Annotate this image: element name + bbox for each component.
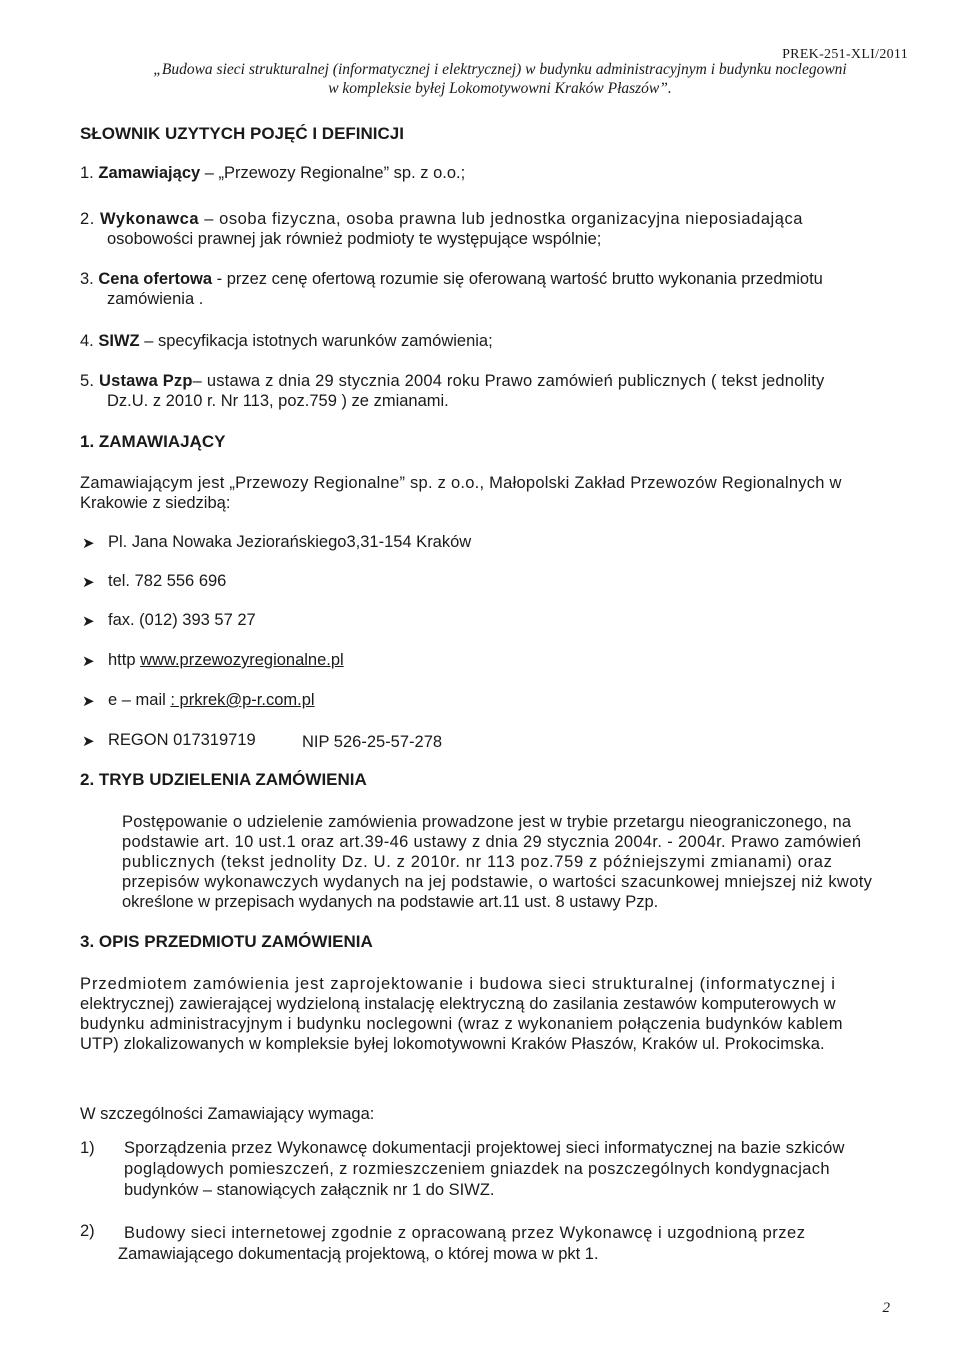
glossary-item-4	[80, 332, 493, 351]
bullet-arrow-icon: ➤	[82, 653, 95, 670]
bullet-arrow-icon: ➤	[82, 574, 95, 591]
section1-heading: 1. ZAMAWIAJĄCY	[80, 432, 226, 451]
glossary-item-5-cont: Dz.U. z 2010 r. Nr 113, poz.759 ) ze zmianami.	[107, 392, 449, 410]
page-number: 2	[882, 1300, 890, 1316]
item-definition: – ustawa z dnia 29 stycznia 2004 roku Prawo zamówień publicznych ( tekst jednolity	[192, 372, 825, 390]
requirement-1-line1: Sporządzenia przez Wykonawcę dokumentacji projektowej sieci informatycznej na bazie szkiców	[124, 1139, 845, 1157]
item-term: Zamawiający	[98, 164, 201, 182]
email-label: e – mail	[108, 691, 171, 709]
email-link[interactable]: : prkrek@p-r.com.pl	[170, 691, 315, 709]
item-definition: – osoba fizyczna, osoba prawna lub jednostka organizacyjna nieposiadająca	[199, 210, 804, 228]
item-number: 5.	[80, 372, 95, 390]
website-label: http	[108, 651, 141, 669]
item-term: Wykonawca	[100, 210, 200, 228]
bullet-arrow-icon: ➤	[82, 613, 95, 630]
glossary-item-2-cont: osobowości prawnej jak również podmioty te występujące wspólnie;	[107, 230, 602, 248]
glossary-item-2	[80, 210, 803, 229]
glossary-item-1	[80, 164, 465, 183]
website	[108, 651, 344, 670]
header-title-line2: w kompleksie byłej Lokomotywowni Kraków Płaszów”.	[328, 80, 672, 97]
item-number: 1.	[80, 164, 94, 182]
section2-line2: podstawie art. 10 ust.1 oraz art.39-46 ustawy z dnia 29 stycznia 2004r. - 2004r. Prawo zamówień	[122, 833, 862, 851]
item-definition: – specyfikacja istotnych warunków zamówienia;	[139, 332, 493, 350]
section3-line2: elektrycznej) zawierającej wydzieloną instalację elektryczną do zasilania zestawów komputerowych w	[80, 995, 836, 1013]
glossary-item-5	[80, 372, 824, 391]
section3-line4: UTP) zlokalizowanych w kompleksie byłej lokomotywowni Kraków Płaszów, Kraków ul. Prokocimska.	[80, 1035, 825, 1053]
website-link[interactable]: www.przewozyregionalne.pl	[140, 651, 344, 669]
requirement-2-line2: Zamawiającego dokumentacją projektową, o której mowa w pkt 1.	[118, 1245, 599, 1263]
telephone: tel. 782 556 696	[108, 572, 227, 590]
section1-intro-line1: Zamawiającym jest „Przewozy Regionalne” sp. z o.o., Małopolski Zakład Przewozów Regionalnych w	[80, 474, 842, 492]
requirement-1-line2: poglądowych pomieszczeń, z rozmieszczeniem gniazdek na poszczególnych kondygnacjach	[124, 1160, 830, 1178]
requirement-2-line1: Budowy sieci internetowej zgodnie z opracowaną przez Wykonawcę i uzgodnioną przez	[124, 1224, 806, 1242]
section3-line3: budynku administracyjnym i budynku noclegowni (wraz z wykonaniem połączenia budynków kablem	[80, 1015, 843, 1033]
item-term: Ustawa Pzp	[98, 372, 193, 390]
section2-line5: określone w przepisach wydanych na podstawie art.11 ust. 8 ustawy Pzp.	[122, 893, 659, 911]
email	[108, 691, 315, 710]
glossary-item-3	[80, 270, 823, 289]
item-definition: - przez cenę ofertową rozumie się oferowaną wartość brutto wykonania przedmiotu	[212, 270, 823, 288]
item-number: 2.	[80, 210, 95, 228]
section3-line1: Przedmiotem zamówienia jest zaprojektowanie i budowa sieci strukturalnej (informatycznej i	[80, 975, 836, 993]
glossary-heading: SŁOWNIK UZYTYCH POJĘĆ I DEFINICJI	[80, 124, 404, 143]
requirement-1-number: 1)	[80, 1139, 95, 1157]
bullet-arrow-icon: ➤	[82, 733, 95, 750]
glossary-item-3-cont: zamówienia .	[107, 290, 204, 308]
regon: REGON 017319719	[108, 731, 256, 749]
requirements-intro: W szczególności Zamawiający wymaga:	[80, 1105, 375, 1123]
section1-intro-line2: Krakowie z siedzibą:	[80, 494, 231, 512]
bullet-arrow-icon: ➤	[82, 535, 95, 552]
nip: NIP 526-25-57-278	[302, 733, 443, 751]
fax: fax. (012) 393 57 27	[108, 611, 256, 629]
document-reference: PREK-251-XLI/2011	[782, 47, 908, 62]
section2-line1: Postępowanie o udzielenie zamówienia prowadzone jest w trybie przetargu nieograniczonego, na	[122, 813, 852, 831]
item-term: SIWZ	[98, 332, 140, 350]
section3-heading: 3. OPIS PRZEDMIOTU ZAMÓWIENIA	[80, 932, 373, 951]
requirement-2-number: 2)	[80, 1222, 95, 1240]
item-number: 3.	[80, 270, 94, 288]
item-term: Cena ofertowa	[98, 270, 213, 288]
item-number: 4.	[80, 332, 94, 350]
address: Pl. Jana Nowaka Jeziorańskiego3,31-154 Kraków	[108, 533, 472, 551]
item-definition: – „Przewozy Regionalne” sp. z o.o.;	[200, 164, 466, 182]
bullet-arrow-icon: ➤	[82, 693, 95, 710]
section2-line4: przepisów wykonawczych wydanych na jej podstawie, o wartości szacunkowej mniejszej niż kwoty	[122, 873, 873, 891]
section2-heading: 2. TRYB UDZIELENIA ZAMÓWIENIA	[80, 770, 367, 789]
header-title-line1: „Budowa sieci strukturalnej (informatycznej i elektrycznej) w budynku administracyjnym i budynku noclegowni	[153, 61, 847, 78]
requirement-1-line3: budynków – stanowiących załącznik nr 1 do SIWZ.	[124, 1181, 495, 1199]
section2-line3: publicznych (tekst jednolity Dz. U. z 2010r. nr 113 poz.759 z późniejszymi zmianami) oraz	[122, 853, 833, 871]
